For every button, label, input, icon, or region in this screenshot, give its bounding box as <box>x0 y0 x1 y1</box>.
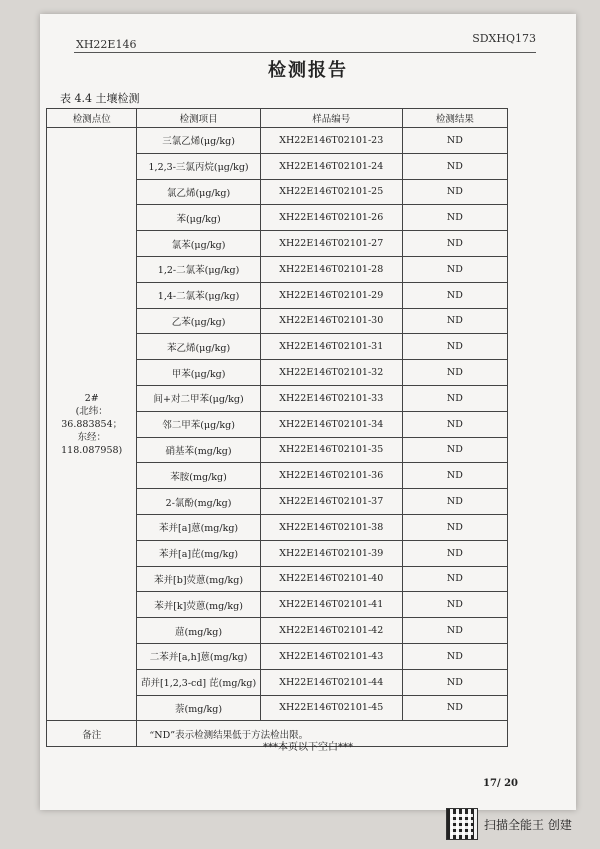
cell-result: ND <box>402 179 507 205</box>
cell-result: ND <box>402 437 507 463</box>
cell-item: 甲苯(μg/kg) <box>137 360 260 386</box>
site-line2: (北纬：36.883854； <box>61 405 123 430</box>
cell-sample: XH22E146T02101-30 <box>260 308 402 334</box>
site-line3: 东经：118.087958) <box>61 431 123 456</box>
table-row <box>47 128 508 154</box>
note-label: 备注 <box>47 721 137 747</box>
cell-result: ND <box>402 360 507 386</box>
cell-result: ND <box>402 643 507 669</box>
cell-item: 萘(mg/kg) <box>137 695 260 721</box>
header-left-code: XH22E146 <box>76 38 137 51</box>
cell-item: 乙苯(μg/kg) <box>137 308 260 334</box>
cell-result: ND <box>402 463 507 489</box>
cell-item: 三氯乙烯(μg/kg) <box>137 128 260 154</box>
column-header-result: 检测结果 <box>402 109 507 128</box>
cell-result: ND <box>402 411 507 437</box>
header-right-code: SDXHQ173 <box>472 32 536 45</box>
cell-result: ND <box>402 282 507 308</box>
cell-result: ND <box>402 669 507 695</box>
report-title: 检测报告 <box>268 60 348 81</box>
cell-result: ND <box>402 514 507 540</box>
cell-item: 氯苯(μg/kg) <box>137 231 260 257</box>
table-caption: 表 4.4 土壤检测 <box>60 92 140 105</box>
cell-sample: XH22E146T02101-32 <box>260 360 402 386</box>
column-header-site: 检测点位 <box>47 109 137 128</box>
cell-item: 间+对二甲苯(μg/kg) <box>137 385 260 411</box>
cell-result: ND <box>402 205 507 231</box>
cell-item: 苯并[b]荧蒽(mg/kg) <box>137 566 260 592</box>
cell-sample: XH22E146T02101-35 <box>260 437 402 463</box>
cell-item: 䓛(mg/kg) <box>137 618 260 644</box>
table-header-row <box>47 109 508 128</box>
cell-item: 二苯并[a,h]蒽(mg/kg) <box>137 643 260 669</box>
cell-item: 苯胺(mg/kg) <box>137 463 260 489</box>
document-page <box>40 14 576 810</box>
cell-sample: XH22E146T02101-33 <box>260 385 402 411</box>
cell-result: ND <box>402 308 507 334</box>
qr-code-icon <box>446 808 478 840</box>
cell-item: 1,2,3-三氯丙烷(μg/kg) <box>137 153 260 179</box>
cell-result: ND <box>402 489 507 515</box>
cell-result: ND <box>402 540 507 566</box>
cell-result: ND <box>402 231 507 257</box>
column-header-sample: 样品编号 <box>260 109 402 128</box>
table-body <box>47 128 508 747</box>
note-text: “ND”表示检测结果低于方法检出限。 <box>137 721 508 747</box>
page-number: 17/ 20 <box>483 778 518 789</box>
site-line1: 2# <box>84 392 99 404</box>
cell-result: ND <box>402 256 507 282</box>
header-rule <box>74 52 536 53</box>
cell-sample: XH22E146T02101-27 <box>260 231 402 257</box>
cell-item: 苯(μg/kg) <box>137 205 260 231</box>
cell-sample: XH22E146T02101-37 <box>260 489 402 515</box>
cell-result: ND <box>402 566 507 592</box>
cell-item: 硝基苯(mg/kg) <box>137 437 260 463</box>
cell-sample: XH22E146T02101-38 <box>260 514 402 540</box>
cell-result: ND <box>402 592 507 618</box>
column-header-item: 检测项目 <box>137 109 260 128</box>
cell-item: 苯并[k]荧蒽(mg/kg) <box>137 592 260 618</box>
cell-sample: XH22E146T02101-40 <box>260 566 402 592</box>
site-cell <box>47 128 137 721</box>
cell-result: ND <box>402 695 507 721</box>
cell-sample: XH22E146T02101-44 <box>260 669 402 695</box>
soil-test-table <box>46 108 508 747</box>
cell-sample: XH22E146T02101-41 <box>260 592 402 618</box>
blank-notice: ***本页以下空白*** <box>263 742 353 753</box>
cell-sample: XH22E146T02101-26 <box>260 205 402 231</box>
cell-sample: XH22E146T02101-29 <box>260 282 402 308</box>
cell-item: 苯乙烯(μg/kg) <box>137 334 260 360</box>
cell-item: 邻二甲苯(μg/kg) <box>137 411 260 437</box>
cell-item: 2-氯酚(mg/kg) <box>137 489 260 515</box>
cell-item: 苯并[a]蒽(mg/kg) <box>137 514 260 540</box>
cell-sample: XH22E146T02101-36 <box>260 463 402 489</box>
cell-sample: XH22E146T02101-25 <box>260 179 402 205</box>
cell-sample: XH22E146T02101-42 <box>260 618 402 644</box>
cell-sample: XH22E146T02101-39 <box>260 540 402 566</box>
cell-sample: XH22E146T02101-24 <box>260 153 402 179</box>
cell-item: 1,2-二氯苯(μg/kg) <box>137 256 260 282</box>
cell-sample: XH22E146T02101-28 <box>260 256 402 282</box>
cell-result: ND <box>402 618 507 644</box>
cell-sample: XH22E146T02101-45 <box>260 695 402 721</box>
cell-result: ND <box>402 128 507 154</box>
cell-result: ND <box>402 385 507 411</box>
cell-sample: XH22E146T02101-31 <box>260 334 402 360</box>
cell-sample: XH22E146T02101-43 <box>260 643 402 669</box>
cell-item: 苯并[a]芘(mg/kg) <box>137 540 260 566</box>
cell-item: 1,4-二氯苯(μg/kg) <box>137 282 260 308</box>
scanner-watermark <box>446 808 572 840</box>
cell-item: 氯乙烯(μg/kg) <box>137 179 260 205</box>
cell-result: ND <box>402 334 507 360</box>
cell-sample: XH22E146T02101-23 <box>260 128 402 154</box>
cell-result: ND <box>402 153 507 179</box>
cell-item: 茚并[1,2,3-cd] 芘(mg/kg) <box>137 669 260 695</box>
cell-sample: XH22E146T02101-34 <box>260 411 402 437</box>
scanner-credit: 扫描全能王 创建 <box>484 817 572 832</box>
